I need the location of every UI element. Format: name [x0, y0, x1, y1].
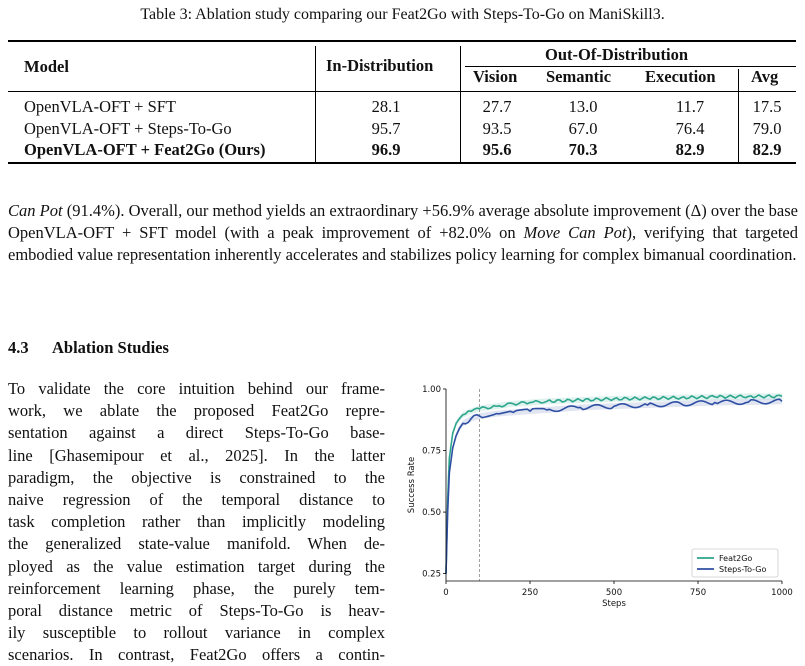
text-line: ily susceptible to rollout variance in complex — [8, 623, 385, 643]
text-line: scenarios. In contrast, Feat2Go offers a contin- — [8, 645, 385, 665]
text-line: poral distance metric of Steps-To-Go is heav- — [8, 600, 385, 620]
row1-avg: 17.5 — [752, 97, 782, 116]
success-rate-chart — [400, 378, 805, 618]
row3-vision: 95.6 — [482, 140, 512, 159]
row3-avg: 82.9 — [752, 140, 782, 159]
header-execution: Execution — [645, 67, 716, 86]
table-top-rule — [8, 40, 796, 42]
table-divider-2 — [460, 46, 461, 162]
x-tick-label: 250 — [521, 588, 539, 598]
row3-model: OpenVLA-OFT + Feat2Go (Ours) — [24, 140, 266, 159]
y-tick-label: 0.50 — [422, 508, 441, 519]
row2-model: OpenVLA-OFT + Steps-To-Go — [24, 119, 232, 138]
task-name-can-pot: Can Pot — [8, 201, 63, 220]
row2-avg: 79.0 — [752, 119, 782, 138]
header-vision: Vision — [473, 67, 518, 86]
table-divider-3 — [738, 69, 739, 162]
y-axis-label: Success Rate — [407, 456, 417, 514]
x-tick-label: 0 — [443, 588, 449, 598]
row1-vision: 27.7 — [482, 97, 512, 116]
section-heading — [8, 338, 169, 358]
text-line: paradigm, the objective is constrained to the — [8, 467, 385, 487]
table-mid-rule — [8, 91, 796, 92]
series-line-0 — [446, 395, 782, 574]
text-line: reinforcement learning phase, the purely tem- — [8, 578, 385, 598]
y-tick-label: 0.25 — [422, 569, 441, 580]
header-in-distribution: In-Distribution — [326, 56, 434, 75]
ablation-text-column — [8, 378, 385, 666]
text-line: the generalized state-value manifold. When de- — [8, 534, 385, 554]
y-tick-label: 1.00 — [422, 385, 441, 395]
row1-model: OpenVLA-OFT + SFT — [24, 97, 177, 116]
row3-in-dist: 96.9 — [371, 140, 401, 159]
text-line: sentation against a direct Steps-To-Go base- — [8, 423, 385, 443]
text-line: line [Ghasemipour et al., 2025]. In the latter — [8, 445, 385, 465]
row2-semantic: 67.0 — [568, 119, 598, 138]
row1-in-dist: 28.1 — [371, 97, 401, 116]
row3-semantic: 70.3 — [568, 140, 598, 159]
text-line: To validate the core intuition behind our frame- — [8, 379, 385, 398]
task-name-move-can-pot: Move Can Pot — [523, 223, 627, 242]
paragraph-text-2: ), verifying that targeted embodied value representation inherently accelerates and stabilizes policy learning for complex bimanual coordination. — [8, 223, 798, 264]
x-axis-label: Steps — [602, 599, 626, 609]
text-line: task completion rather than implicitly modeling — [8, 512, 385, 532]
x-tick-label: 500 — [605, 588, 623, 598]
header-semantic: Semantic — [546, 67, 612, 86]
row3-execution: 82.9 — [675, 140, 705, 159]
table-divider-1 — [315, 46, 316, 162]
legend-label-1: Steps-To-Go — [719, 565, 767, 574]
row2-in-dist: 95.7 — [371, 119, 401, 138]
text-line: naive regression of the temporal distance to — [8, 489, 385, 509]
row1-execution: 11.7 — [675, 97, 705, 116]
series-line-1 — [446, 399, 782, 573]
y-tick-label: 0.75 — [422, 446, 441, 457]
text-line: work, we ablate the proposed Feat2Go repre- — [8, 401, 385, 421]
legend-label-0: Feat2Go — [719, 554, 753, 563]
header-model: Model — [24, 57, 69, 76]
header-ood: Out-Of-Distribution — [545, 45, 689, 64]
body-paragraph — [8, 200, 798, 266]
row1-semantic: 13.0 — [568, 97, 598, 116]
table-bottom-rule — [8, 162, 796, 164]
row2-execution: 76.4 — [675, 119, 705, 138]
paragraph-text-1: (91.4%). Overall, our method yields an extraordinary +56.9% average absolute improvement (Δ) over the base OpenVLA-OFT + SFT model (with a peak improvement of +82.0% on — [8, 201, 798, 242]
text-line: ployed as the value estimation target during the — [8, 556, 385, 576]
section-number: 4.3 — [8, 338, 29, 357]
x-tick-label: 750 — [689, 588, 707, 598]
row2-vision: 93.5 — [482, 119, 512, 138]
x-tick-label: 1000 — [771, 588, 793, 598]
section-title: Ablation Studies — [52, 338, 169, 357]
table-caption: Table 3: Ablation study comparing our Feat2Go with Steps-To-Go on ManiSkill3. — [140, 6, 665, 23]
header-avg: Avg — [751, 67, 779, 86]
